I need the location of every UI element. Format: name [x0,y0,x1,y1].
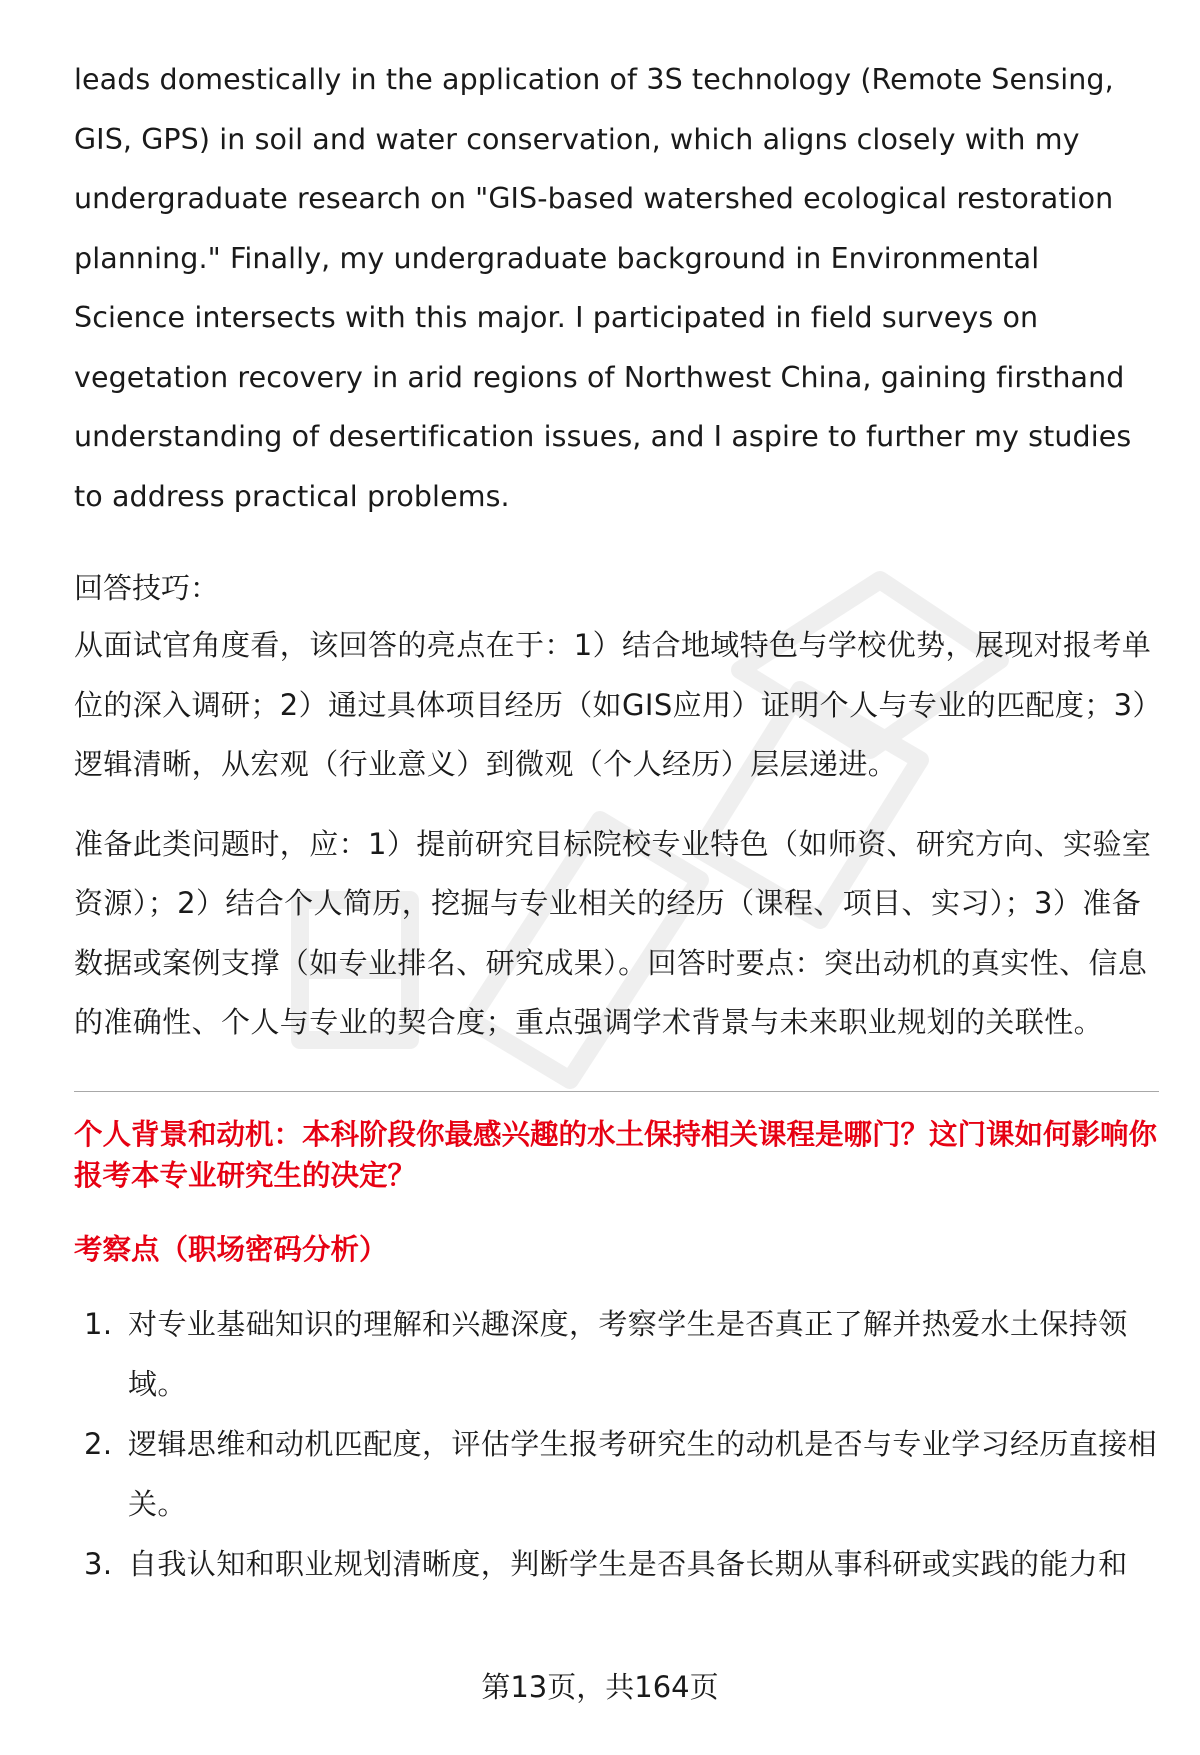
list-item-number: 1. [84,1306,113,1341]
page-number-footer: 第13页，共164页 [481,1670,719,1704]
page-content [74,50,1159,1594]
list-item-number: 2. [84,1426,113,1461]
list-item [74,1414,1159,1534]
list-item [74,1534,1159,1594]
list-item-text: 自我认知和职业规划清晰度，判断学生是否具备长期从事科研或实践的能力和 [128,1546,1128,1581]
answer-tips-title: 回答技巧： [74,571,220,605]
list-item-number: 3. [84,1546,113,1581]
answer-paragraph-english: leads domestically in the application of 3S technology (Remote Sensing, GIS, GPS) in soil and water conservation, which aligns closely with my undergraduate research on "GIS-based watershed ecological restoration planning." Finally, my undergraduate background in Environmental Science intersects with this major. I participated in field surveys on vegetation recovery in arid regions of Northwest China, gaining firsthand understanding of desertification issues, and I aspire to further my studies to address practical problems. [74,63,1132,513]
question-title: 个人背景和动机：本科阶段你最感兴趣的水土保持相关课程是哪门？这门课如何影响你报考本专业研究生的决定？ [74,1117,1158,1192]
list-item-text: 对专业基础知识的理解和兴趣深度，考察学生是否真正了解并热爱水土保持领域。 [128,1306,1128,1401]
list-item-text: 逻辑思维和动机匹配度，评估学生报考研究生的动机是否与专业学习经历直接相关。 [128,1426,1158,1521]
section-divider [74,1091,1159,1092]
preparation-tips-paragraph: 准备此类问题时，应：1）提前研究目标院校专业特色（如师资、研究方向、实验室资源）；2）结合个人简历，挖掘与专业相关的经历（课程、项目、实习）；3）准备数据或案例支撑（如专业排名、研究成果）。回答时要点：突出动机的真实性、信息的准确性、个人与专业的契合度；重点强调学术背景与未来职业规划的关联性。 [74,826,1152,1039]
answer-tips-paragraph: 从面试官角度看，该回答的亮点在于：1）结合地域特色与学校优势，展现对报考单位的深入调研；2）通过具体项目经历（如GIS应用）证明个人与专业的匹配度；3）逻辑清晰，从宏观（行业意义）到微观（个人经历）层层递进。 [74,628,1152,781]
assessment-subheading: 考察点（职场密码分析） [74,1232,388,1266]
assessment-points-list [74,1294,1159,1594]
list-item [74,1294,1159,1414]
